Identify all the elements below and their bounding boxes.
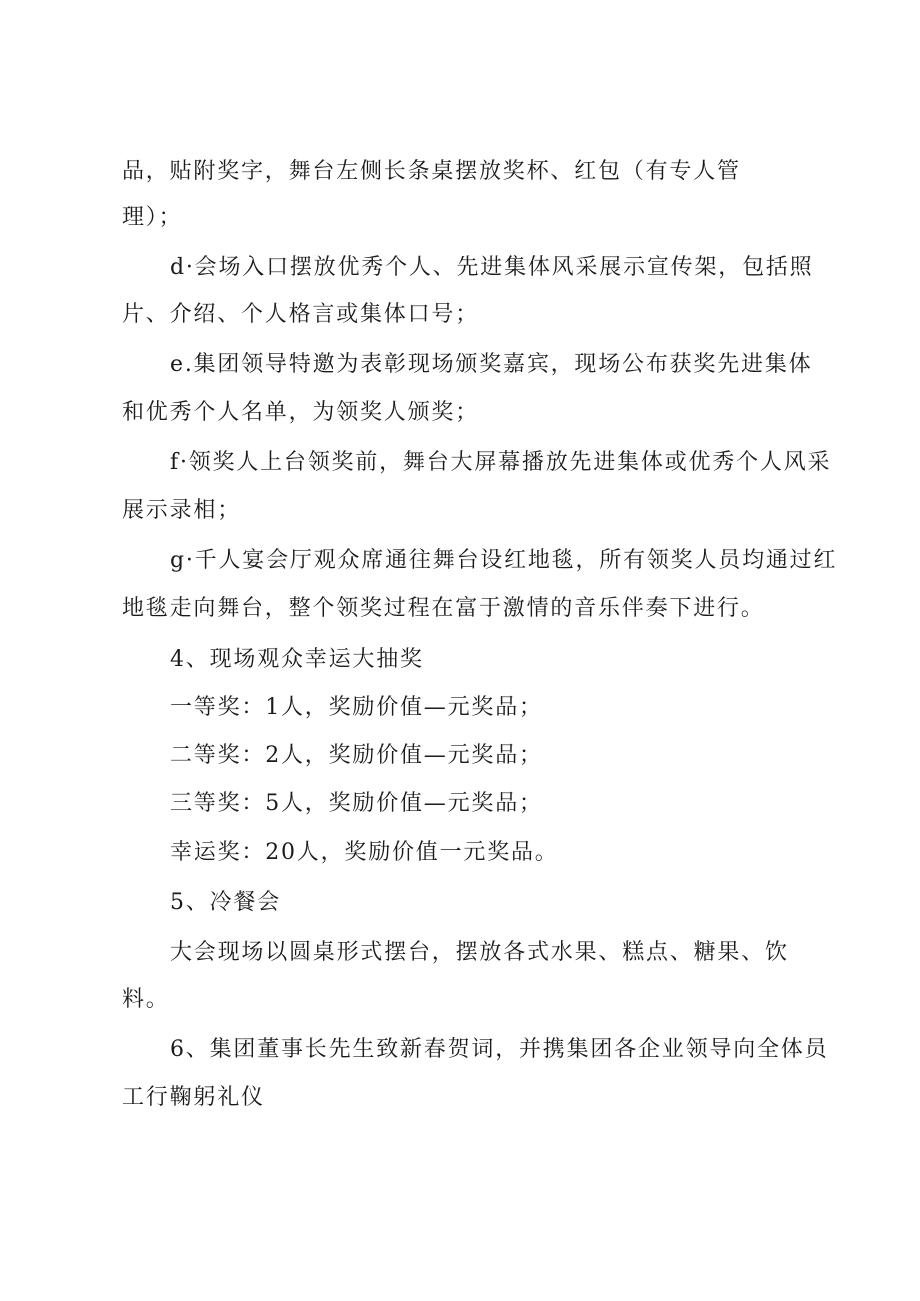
paragraph-line: 片、介绍、个人格言或集体口号； (122, 302, 480, 327)
prize-line: 一等奖：1人，奖励价值—元奖品； (170, 695, 543, 720)
paragraph-line: f·领奖人上台领奖前，舞台大屏幕播放先进集体或优秀个人风采 (170, 450, 832, 475)
prize-line: 三等奖：5人，奖励价值—元奖品； (170, 791, 543, 816)
paragraph-line: 展示录相； (122, 498, 242, 523)
paragraph-line: 工行鞠躬礼仪 (122, 1085, 265, 1110)
paragraph-line: 大会现场以圆桌形式摆台，摆放各式水果、糕点、糖果、饮 (170, 940, 789, 965)
paragraph-line: 料。 (122, 987, 170, 1012)
paragraph-line: 品，贴附奖字，舞台左侧长条桌摆放奖杯、红包（有专人管 (122, 159, 741, 184)
prize-line: 幸运奖：20人，奖励价值一元奖品。 (170, 840, 559, 865)
section-heading: 5、冷餐会 (170, 890, 281, 915)
prize-line: 二等奖：2人，奖励价值—元奖品； (170, 743, 543, 768)
paragraph-line: 6、集团董事长先生致新春贺词，并携集团各企业领导向全体员 (170, 1037, 829, 1062)
paragraph-line: g·千人宴会厅观众席通往舞台设红地毯，所有领奖人员均通过红 (170, 548, 838, 573)
section-heading: 4、现场观众幸运大抽奖 (170, 647, 424, 672)
paragraph-line: 地毯走向舞台，整个领奖过程在富于激情的音乐伴奏下进行。 (122, 596, 765, 621)
paragraph-line: 理）； (122, 205, 183, 230)
paragraph-line: 和优秀个人名单，为领奖人颁奖； (122, 400, 480, 425)
paragraph-line: d·会场入口摆放优秀个人、先进集体风采展示宣传架，包括照 (170, 255, 814, 280)
paragraph-line: e.集团领导特邀为表彰现场颁奖嘉宾，现场公布获奖先进集体 (170, 352, 813, 377)
